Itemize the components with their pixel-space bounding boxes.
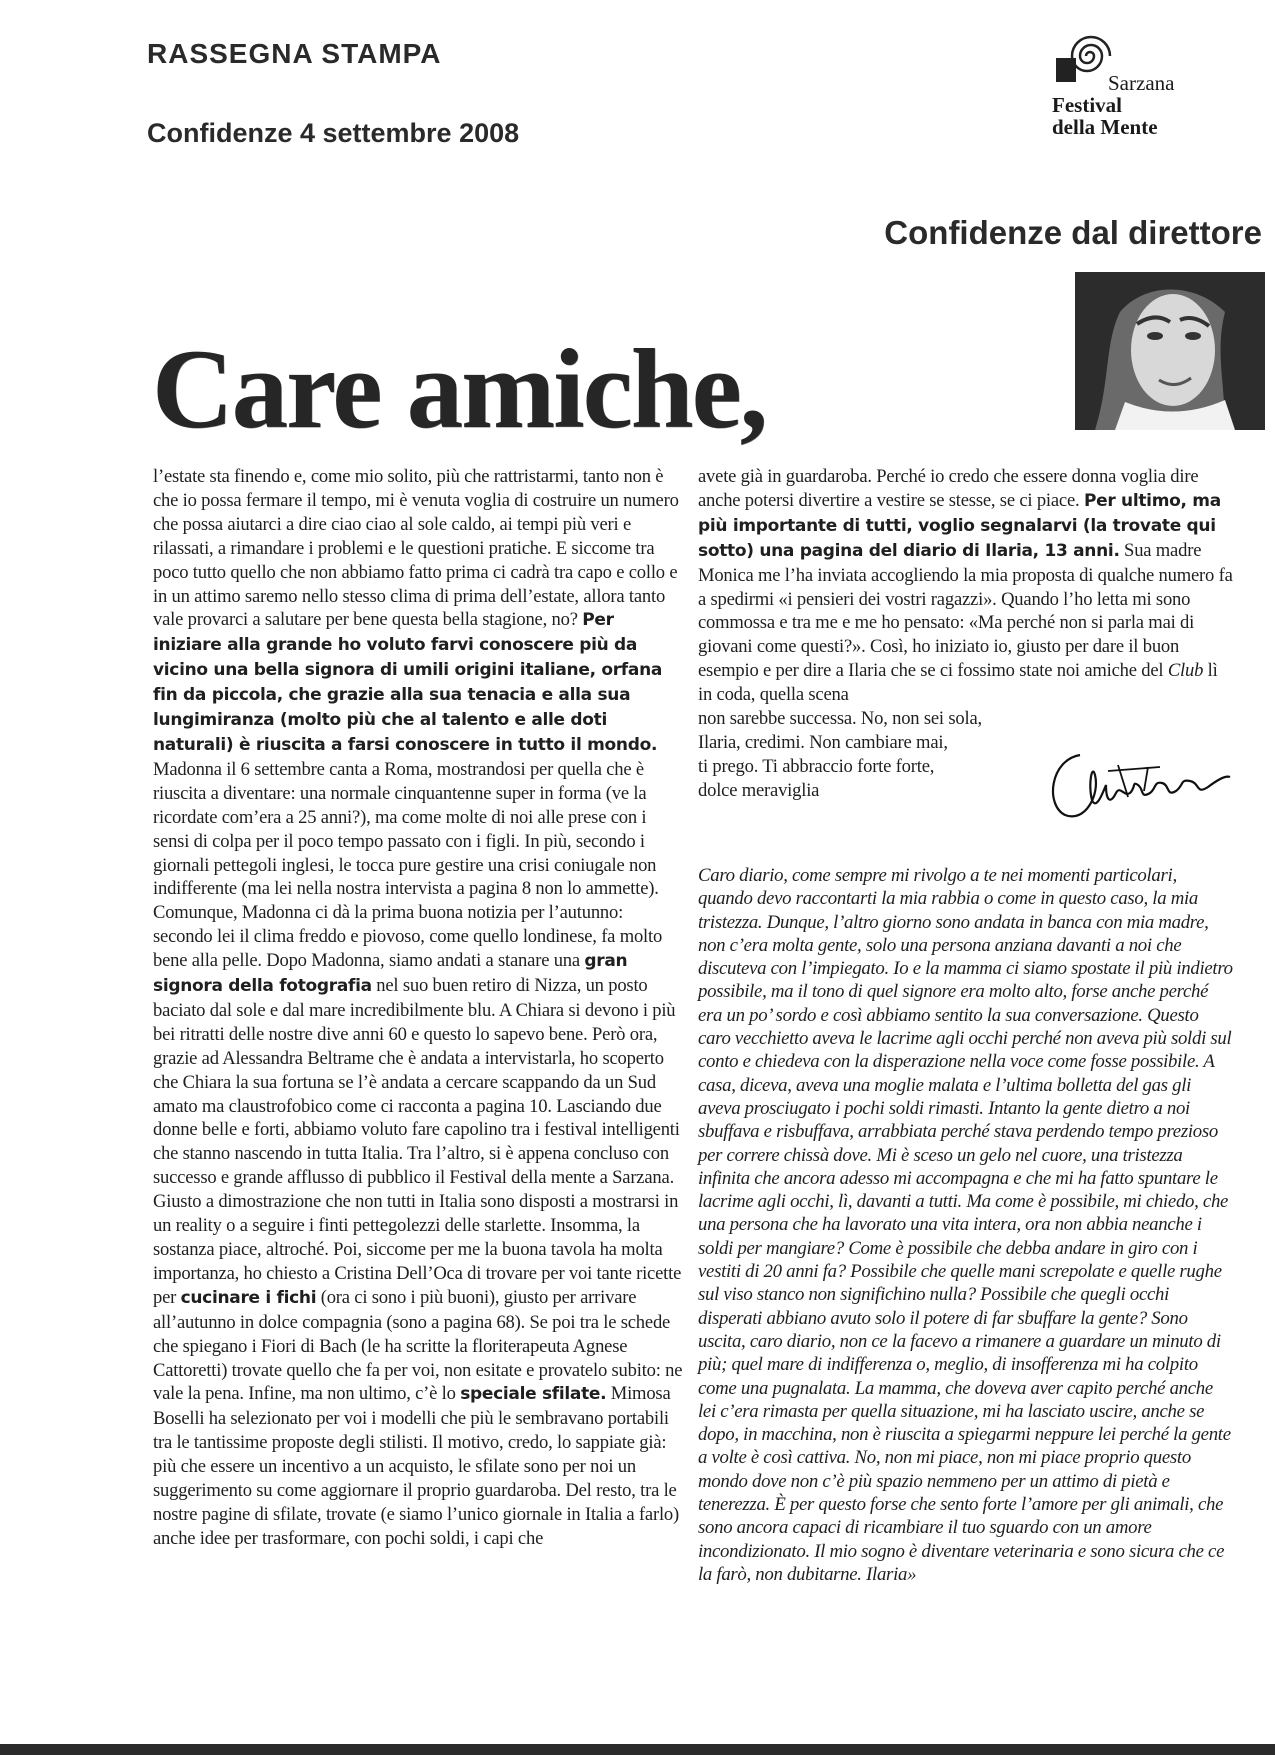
- logo-line-2: Festival: [1052, 93, 1122, 117]
- editorial-left-column: [153, 465, 683, 1551]
- closing-line: dolce meraviglia: [698, 779, 820, 801]
- editorial-text: l’estate sta finendo e, come mio solito, più che rattristarmi, tanto non è che io possa fermare il tempo, mi è venuta voglia di costruire un numero che possa aiutarci a dire ciao ciao al sole caldo, ai tempi più veri e rilassati, a rimandare i problemi e le questioni pratiche. E siccome tra poco tutto quello che non abbiamo fatto prima ci cadrà tra capo e collo e in un attimo saremo nello stesso clima di prima dell’estate, allora tanto vale provarci a salutare per bene questa bella stagione, no? Per iniziare alla grande ho voluto farvi conoscere più da vicino una bella signora di umili origini italiane, orfana fin da piccola, che grazie alla sua tenacia e alla sua lungimiranza (molto più che al talento e alle doti naturali) è riuscita a farsi conoscere in tutto il mondo. Madonna il 6 settembre canta a Roma, mostrandosi per quella che è riuscita a diventare: una normale cinquantenne super in forma (ve la ricordate com’era a 25 anni?), ma come molte di noi alle prese con i sensi di colpa per il poco tempo passato con i figli. In più, secondo i giornali pettegoli inglesi, le tocca pure gestire una crisi coniugale non indifferente (ma lei nella nostra intervista a pagina 8 non lo ammette). Comunque, Madonna ci dà la prima buona notizia per l’autunno: secondo lei il clima freddo e piovoso, come quello londinese, fa molto bene alla pelle. Dopo Madonna, siamo andati a stanare una gran signora della fotografia nel suo buen retiro di Nizza, un posto baciato dal sole e dal mare incredibilmente blu. A Chiara si devono i più bei ritratti delle nostre dive anni 60 e questo lo sapevo bene. Però ora, grazie ad Alessandra Beltrame che è andata a intervistarla, ho scoperto che Chiara la sua fortuna se l’è andata a cercare scappando da un Sud amato ma claustrofobico come ci racconta a pagina 10. Lasciando due donne belle e forti, abbiamo voluto fare capolino tra i festival intelligenti che stanno nascendo in tutta Italia. Tra l’altro, si è appena concluso con successo e grande afflusso di pubblico il Festival della mente a Sarzana. Giusto a dimostrazione che non tutti in Italia sono disposti a mostrarsi in un reality o a seguire i finti pettegolezzi delle starlette. Insomma, la sostanza piace, altroché. Poi, siccome per me la buona tavola ha molta importanza, ho chiesto a Cristina Dell’Oca di trovare per voi tante ricette per cucinare i fichi (ora ci sono i più buoni), giusto per arrivare all’autunno in dolce compagnia (sono a pagina 68). Se poi tra le schede che spiegano i Fiori di Bach (le ha scritte la floriterapeuta Agnese Cattoretti) trovate quello che fa per voi, non esitate e provatelo subito: ne vale la pena. Infine, ma non ultimo, c’è lo speciale sfilate. Mimosa Boselli ha selezionato per voi i modelli che più le sembravano portabili tra le tantissime proposte degli stilisti. Il motivo, credo, lo sappiate già: più che essere un incentivo a un acquisto, le sfilate sono per noi un suggerimento su come aggiornare il proprio guardaroba. Del resto, tra le nostre pagine di sfilate, trovate (e siamo l’unico giornale in Italia a farlo) anche idee per trasformare, con pochi soldi, i capi che: [153, 466, 683, 1549]
- editor-photo: [1075, 272, 1265, 430]
- closing-line: Ilaria, credimi. Non cambiare mai,: [698, 731, 948, 753]
- press-review-label: RASSEGNA STAMPA: [147, 38, 442, 69]
- logo-line-3: della Mente: [1052, 115, 1158, 139]
- closing-line: ti prego. Ti abbraccio forte forte,: [698, 755, 935, 777]
- headline: Care amiche,: [152, 327, 767, 452]
- source-date: Confidenze 4 settembre 2008: [147, 118, 520, 148]
- closing-line: non sarebbe successa. No, non sei sola,: [698, 708, 982, 730]
- column-title: Confidenze dal direttore: [884, 214, 1262, 251]
- handwritten-signature: [1040, 725, 1240, 835]
- editorial-text-continued: avete già in guardaroba. Perché io credo che essere donna voglia dire anche potersi divertire a vestire se stesse, se ci piace. Per ultimo, ma più importante di tutti, voglio segnalarvi (la trovate qui sotto) una pagina del diario di Ilaria, 13 anni. Sua madre Monica me l’ha inviata accogliendo la mia proposta di qualche numero fa a spedirmi «i pensieri dei vostri ragazzi». Quando l’ho letta mi sono commossa e tra me e me ho pensato: «Ma perché non si parla mai di giovani come questi?». Così, ho iniziato io, giusto per dare il buon esempio e per dire a Ilaria che se ci fossimo state noi amiche del Club lì in coda, quella scena: [698, 466, 1233, 706]
- diary-entry: Caro diario, come sempre mi rivolgo a te nei momenti particolari, quando devo raccontarti la mia rabbia o come in questo caso, la mia tristezza. Dunque, l’altro giorno sono andata in banca con mia madre, non c’era molta gente, solo una persona anziana davanti a noi che discuteva con l’impiegato. Io e la mamma ci siamo spostate il più indietro possibile, ma il tono di quel signore era molto alto, forse anche perché era un po’ sordo e così abbiamo sentito la sua conversazione. Questo caro vecchietto aveva le lacrime agli occhi perché non aveva più soldi sul conto e chiedeva con la disperazione nella voce come fosse possibile. A casa, diceva, aveva una moglie malata e l’ultima bolletta del gas gli aveva prosciugato i pochi soldi rimasti. Intanto la gente dietro a noi sbuffava e risbuffava, arrabbiata perché stava perdendo tempo prezioso per correre chissà dove. Mi è sceso un gelo nel cuore, una tristezza infinita che ancora adesso mi accompagna e che mi ha fatto spuntare le lacrime agli occhi, lì, davanti a tutti. Ma come è possibile, mi chiedo, che una persona che ha lavorato una vita intera, ora non abbia neanche i soldi per mangiare? Come è possibile che debba andare in giro con i vestiti di 20 anni fa? Possibile che quelle mani screpolate e quelle rughe sul viso stanco non significhino nulla? Possibile che quegli occhi disperati abbiano avuto solo il potere di far sbuffare la gente? Sono uscita, caro diario, non ce la facevo a rimanere a guardare un minuto di più; quel mare di indifferenza o, meglio, di insofferenza mi ha colpito come una pugnalata. La mamma, che doveva aver capito perché anche lei c’era rimasta per quella situazione, mi ha lasciato uscire, anche se dopo, in macchina, non è riuscita a spiegarmi neppure lei perché la gente a volte è così cattiva. No, non mi piace, non mi piace proprio questo mondo dove non c’è più spazio nemmeno per un attimo di pietà e tenerezza. È per questo forse che sento forte l’amore per gli animali, che sono ancora capaci di ricambiare il tuo sguardo con un amore incondizionato. Il mio sogno è diventare veterinaria e sono sicura che ce la farò, non dubitarne. Ilaria»: [698, 865, 1233, 1585]
- scan-edge: [0, 1744, 1275, 1755]
- festival-logo-text: [1052, 72, 1174, 138]
- logo-line-1: Sarzana: [1108, 71, 1175, 95]
